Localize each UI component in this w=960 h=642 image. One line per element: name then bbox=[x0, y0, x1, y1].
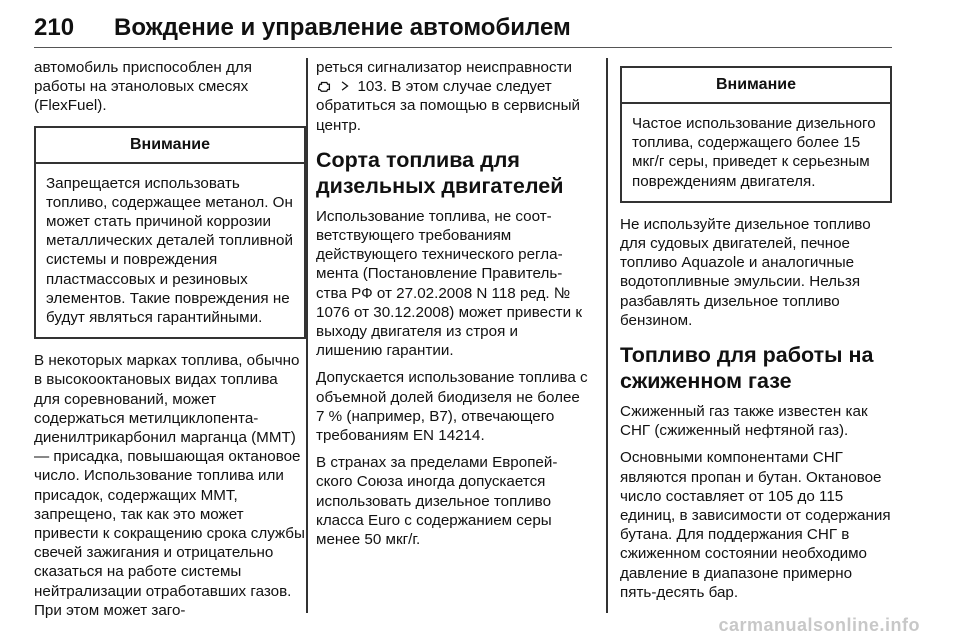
column-divider bbox=[606, 58, 608, 613]
running-title: Вождение и управление автомобилем bbox=[114, 14, 571, 41]
paragraph-euro-diesel: В странах за пределами Европейского Союза иногда допускается использовать дизельное топливо класса Euro с содержанием серы менее 50 мкг/г. bbox=[316, 454, 558, 549]
paragraph-malfunction-light bbox=[316, 58, 588, 135]
paragraph-marine-diesel: Не используйте дизельное топливо для судовых двигателей, печное топливо Aquazole и аналогичные водотопливные эмульсии. Нельзя разбавлять дизельное топливо бензином. bbox=[620, 215, 871, 329]
section-heading-lpg: Топливо для работы на сжиженном газе bbox=[620, 343, 874, 394]
text-segment: реться сигнализатор неисправности bbox=[316, 59, 573, 76]
paragraph-biodiesel: Допускается использование топлива с объемной долей биодизеля не более 7 % (например, B7), отвечающего требованиям EN 14214. bbox=[316, 369, 588, 445]
text-segment: . В этом случае следует обратиться за помощью в сервисный центр. bbox=[316, 78, 580, 134]
watermark: carmanualsonline.info bbox=[718, 615, 920, 635]
warning-body: Запрещается использовать топливо, содержащее метанол. Он может стать причиной коррозии металлических деталей топливной системы и повреждения пластмассовых и резиновых элементов. Такие повреждения не будут являться гарантийными. bbox=[46, 174, 293, 327]
warning-title: Внимание bbox=[36, 128, 304, 164]
column-3 bbox=[620, 66, 892, 612]
warning-box-sulfur bbox=[620, 66, 892, 203]
warning-body: Частое использование дизельного топлива, содержащего более 15 мкг/г серы, приведет к серьезным повреждениям двигателя. bbox=[632, 115, 876, 190]
section-heading-diesel: Сорта топлива для дизельных двигателей bbox=[316, 147, 564, 198]
paragraph-mmt: В некоторых марках топлива, обычно в высокооктановых видах топлива для соревнований, может содержаться метилциклопентадиенилтрикарбонил марганца (MMT) — присадка, повышающая октановое число. Использование топлива или присадок, содержащих MMT, запрещено, так как это может привести к сокращению срока службы свечей зажигания и отрицательно сказаться на работе системы нейтрализации отработавших газов. При этом может заго- bbox=[34, 352, 305, 619]
paragraph-regulation: Использование топлива, не соответствующего требованиям действующего технического регламента (Постановление Правительства РФ от 27.02.2008 N 118 ред. № 1076 от 30.12.2008) может привести к выходу двигателя из строя и лишению гарантии. bbox=[316, 207, 582, 360]
paragraph-lpg-components: Основными компонентами СНГ являются пропан и бутан. Октановое число составляет от 105 до 115 единиц, в зависимости от содержания бутана. Для поддержания СНГ в сжиженном состоянии необходимо давление в диапазоне примерно пять-десять бар. bbox=[620, 449, 891, 601]
column-1 bbox=[34, 58, 306, 630]
column-divider bbox=[306, 58, 308, 613]
header-rule bbox=[34, 47, 892, 48]
engine-warning-icon bbox=[318, 79, 332, 93]
warning-title: Внимание bbox=[622, 68, 890, 104]
paragraph-lpg-intro: Сжиженный газ также известен как СНГ (сжиженный нефтяной газ). bbox=[620, 403, 868, 440]
page-reference-arrow-icon[interactable] bbox=[340, 79, 351, 93]
page-reference[interactable]: 103 bbox=[357, 78, 383, 96]
page-header bbox=[34, 10, 894, 44]
column-2 bbox=[316, 58, 588, 559]
warning-box-methanol bbox=[34, 126, 306, 340]
paragraph-flexfuel: автомобиль приспособлен для работы на этаноловых смесях (FlexFuel). bbox=[34, 59, 252, 115]
page-number: 210 bbox=[34, 14, 75, 41]
